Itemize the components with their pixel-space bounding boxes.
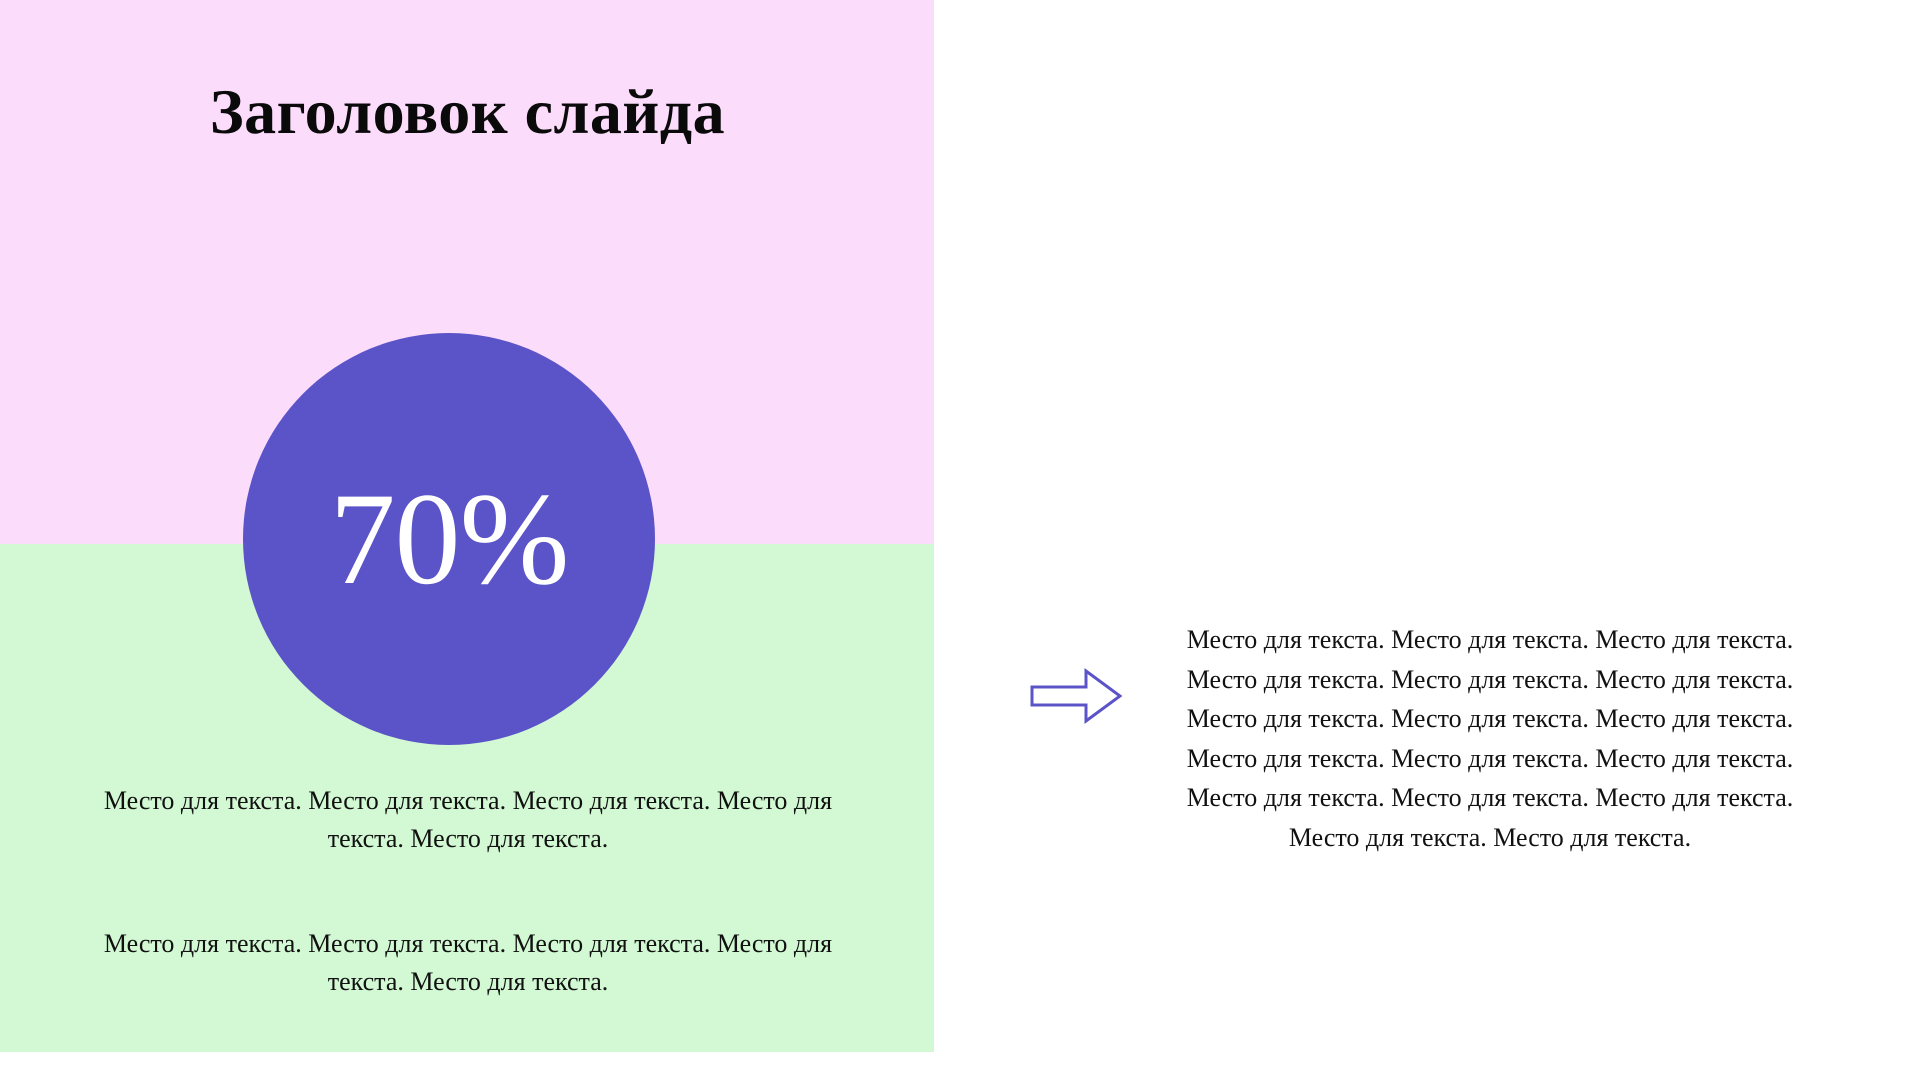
right-paragraph: Место для текста. Место для текста. Место для текста. Место для текста. Место для текста. Место для текста. Место для текста. Место для текста. Место для текста. Место для текста. Место для текста. Место для текста. Место для текста. Место для текста. Место для текста. Место для текста. Место для текста.	[1186, 625, 1794, 852]
page-title: Заголовок слайда	[209, 76, 726, 147]
left-paragraph-1: Место для текста. Место для текста. Место для текста. Место для текста. Место для текста.	[103, 786, 833, 853]
left-paragraph-2: Место для текста. Место для текста. Место для текста. Место для текста. Место для текста.	[103, 929, 833, 996]
stat-value: 70%	[329, 465, 569, 612]
stat-circle	[243, 333, 655, 745]
arrow-right-outline-icon	[1030, 665, 1122, 727]
